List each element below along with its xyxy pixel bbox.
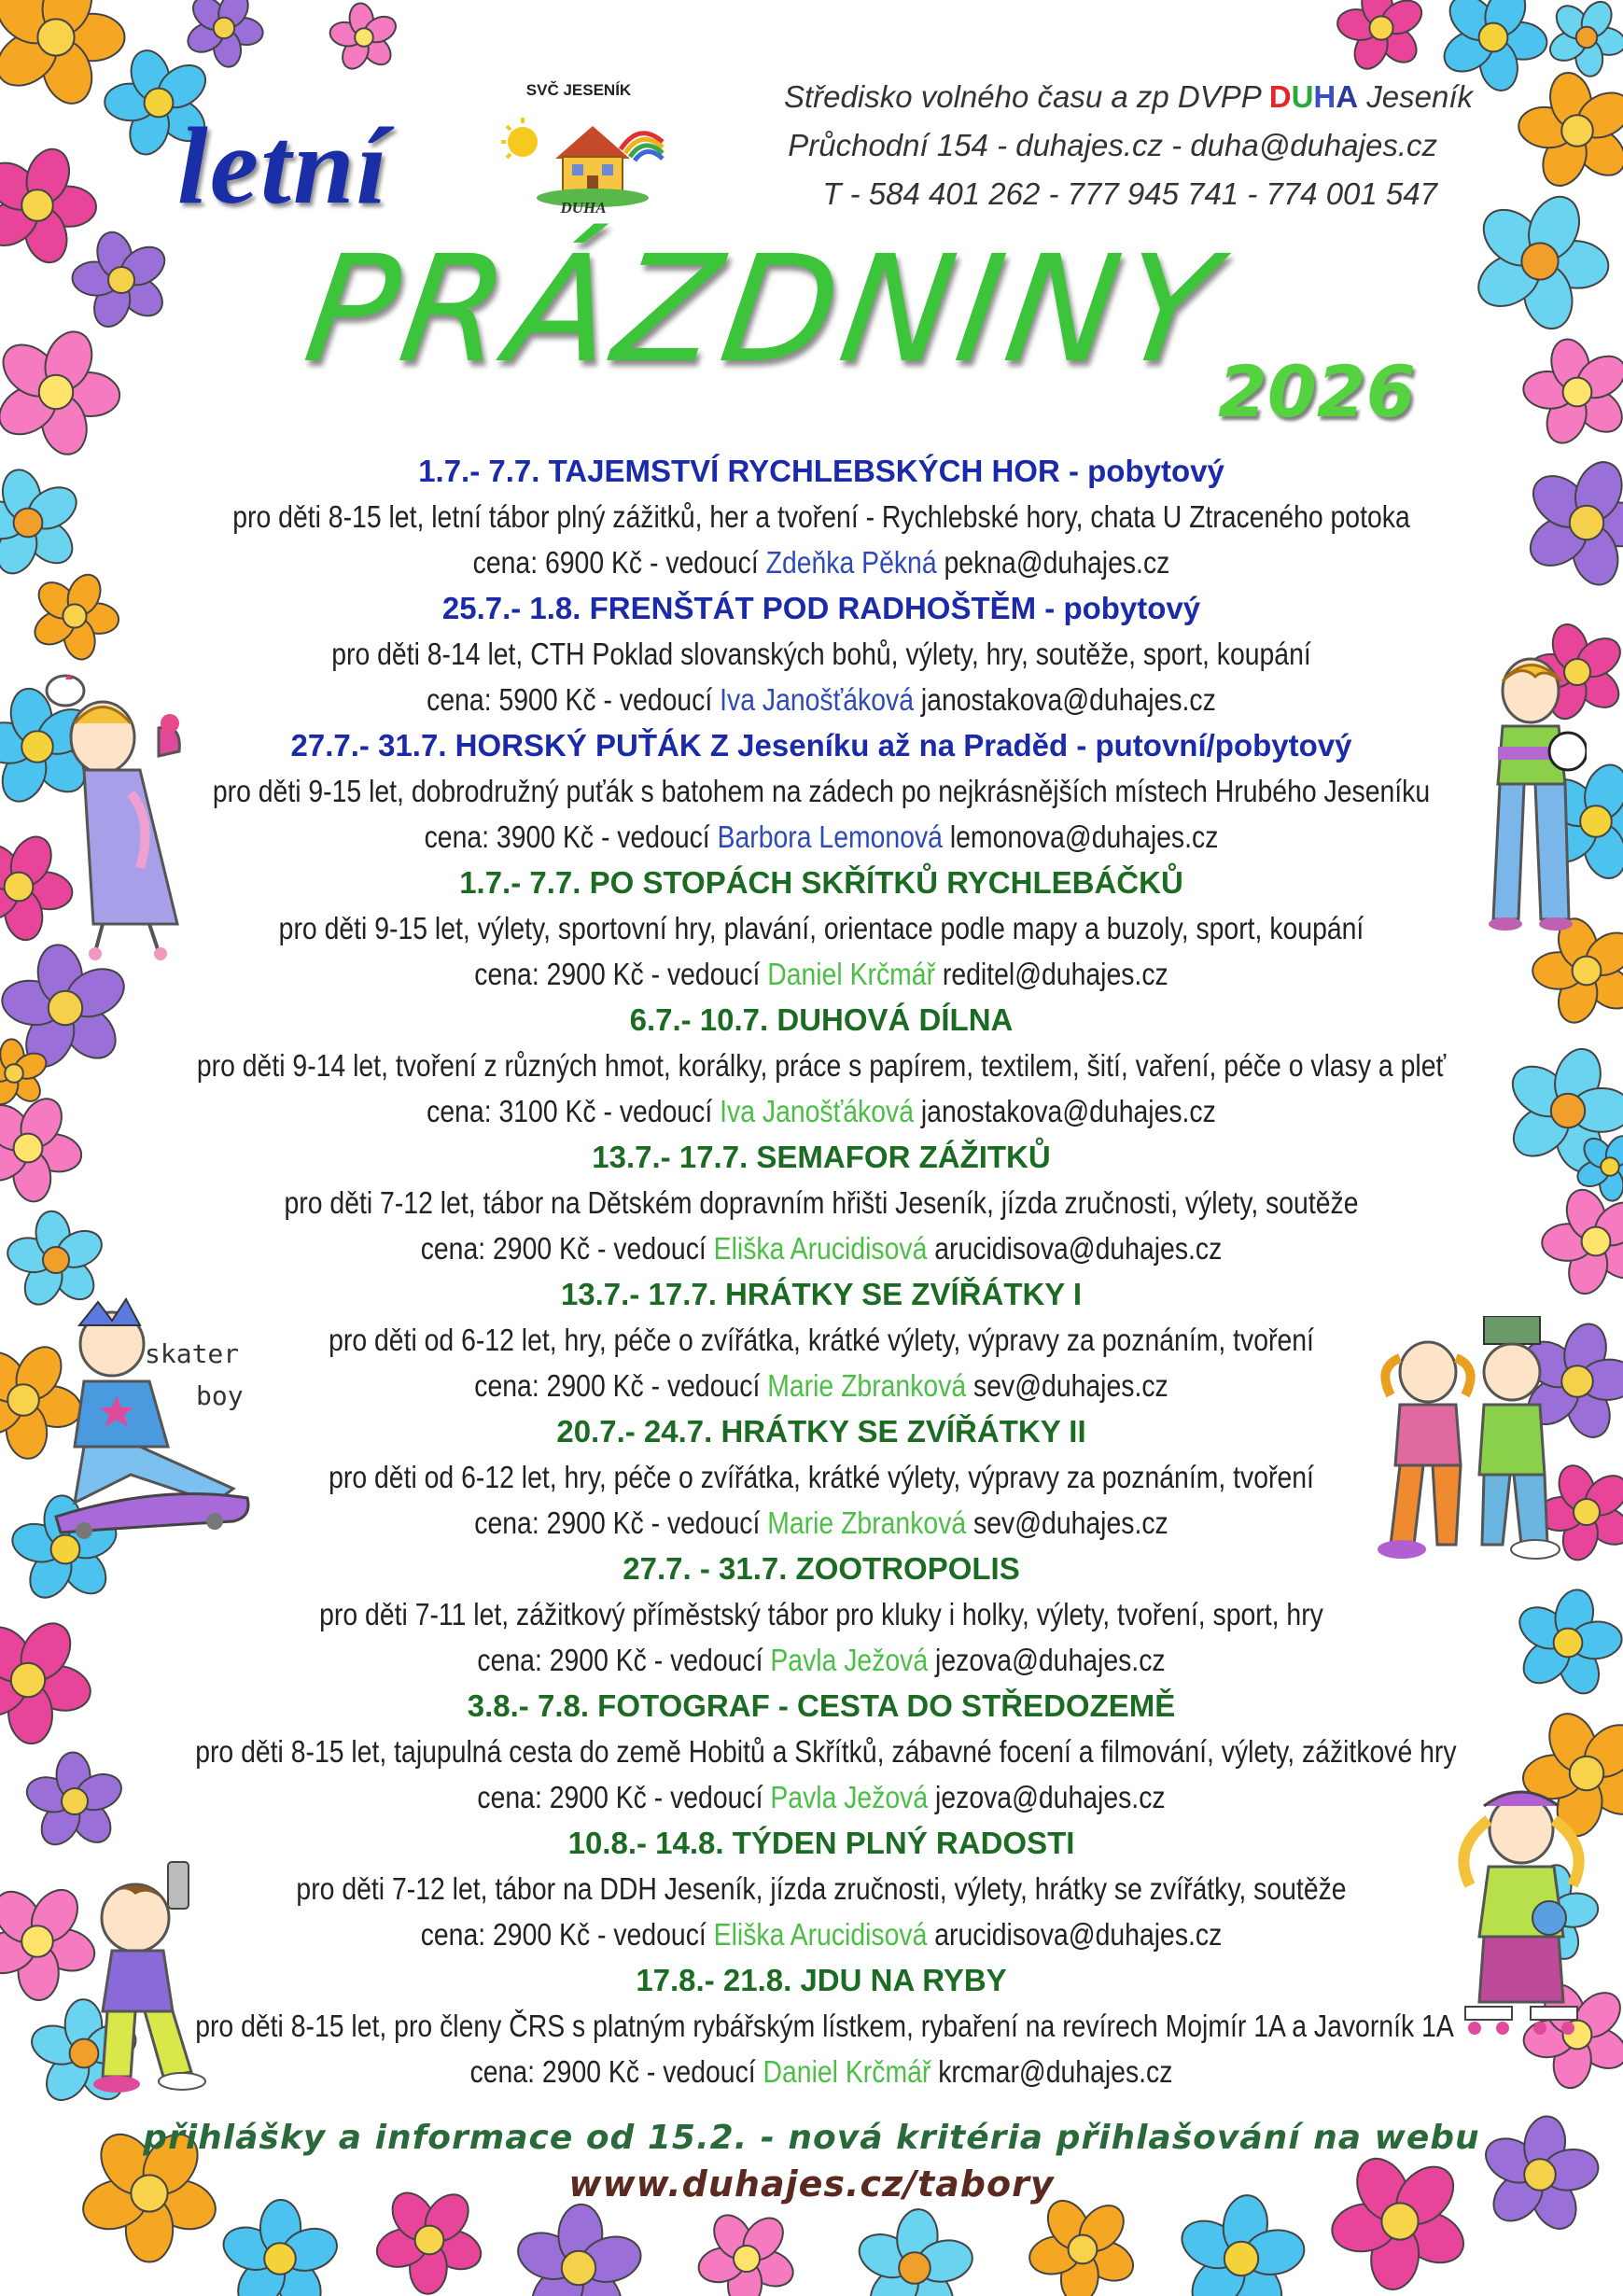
flower-icon (329, 2, 400, 74)
camp-price: cena: 2900 Kč - vedoucí (474, 1505, 768, 1540)
flower-icon (0, 1092, 84, 1204)
organization-info (784, 73, 1473, 218)
camp-price-line (195, 1637, 1448, 1683)
camp-description: pro děti od 6-12 let, hry, péče o zvířátka, krátké výlety, výpravy za poznáním, tvoření (329, 1323, 1314, 1357)
duha-letter: D (1268, 79, 1292, 114)
camp-price: cena: 2900 Kč - vedoucí (477, 1643, 771, 1677)
camp-leader: Eliška Arucidisová (713, 1231, 928, 1266)
camp-list (93, 448, 1549, 2094)
duha-letter: H (1313, 79, 1336, 114)
camp-heading: 13.7.- 17.7. SEMAFOR ZÁŽITKŮ (592, 1140, 1051, 1174)
camp-leader: Pavla Ježová (770, 1780, 929, 1814)
camp-price-line (195, 1774, 1448, 1820)
sun-icon (508, 127, 538, 157)
camp-heading: 3.8.- 7.8. FOTOGRAF - CESTA DO STŘEDOZEMĚ (467, 1688, 1176, 1723)
camp-leader: Marie Zbranková (767, 1505, 967, 1540)
flower-icon (0, 325, 121, 459)
flower-icon (72, 229, 172, 332)
camp-price: cena: 2900 Kč - vedoucí (420, 1917, 714, 1952)
camp-price-line (195, 539, 1448, 585)
registration-info: přihlášky a informace od 15.2. - nová kritéria přihlašování na webu (143, 2119, 1480, 2157)
camp-price-line (195, 1500, 1448, 1546)
camp-price: cena: 6900 Kč - vedoucí (472, 545, 766, 580)
camp-price-line (195, 1363, 1448, 1408)
boy-text: boy (196, 1380, 244, 1411)
camp-description: pro děti 8-14 let, CTH Poklad slovanských bohů, výlety, hry, soutěže, sport, koupání (331, 637, 1311, 671)
camp-heading: 27.7. - 31.7. ZOOTROPOLIS (623, 1551, 1020, 1586)
camp-leader: Marie Zbranková (767, 1368, 967, 1403)
letni-heading: letní (177, 105, 389, 227)
camp-description: pro děti 9-15 let, výlety, sportovní hry, plavání, orientace podle mapy a buzoly, sport, koupání (278, 911, 1364, 945)
camp-description: pro děti od 6-12 let, hry, péče o zvířátka, krátké výlety, výpravy za poznáním, tvoření (329, 1460, 1314, 1494)
camp-leader: Pavla Ježová (770, 1643, 929, 1677)
duha-letter: A (1336, 79, 1359, 114)
flower-icon (1522, 335, 1623, 449)
flower-icon (183, 0, 265, 69)
camp-price-line (195, 2049, 1448, 2094)
flower-icon (1517, 69, 1623, 192)
camp-email[interactable]: jezova@duhajes.cz (928, 1643, 1166, 1677)
camp-heading: 20.7.- 24.7. HRÁTKY SE ZVÍŘÁTKY II (556, 1414, 1086, 1449)
camp-heading: 1.7.- 7.7. PO STOPÁCH SKŘÍTKŮ RYCHLEBÁČKŮ (459, 865, 1183, 900)
flower-icon (695, 2208, 799, 2296)
flower-icon (0, 0, 124, 110)
camp-price: cena: 5900 Kč - vedoucí (427, 682, 721, 717)
camp-email[interactable]: lemonova@duhajes.cz (942, 819, 1219, 854)
org-line-1 (784, 73, 1473, 121)
flower-icon (0, 1615, 95, 1745)
camp-description: pro děti 8-15 let, pro členy ČRS s platným rybářským lístkem, rybaření na revírech Mojmír 1A a Javorník 1A (195, 2009, 1454, 2043)
camp-price-line (195, 951, 1448, 997)
camp-leader: Iva Janošťáková (720, 1094, 914, 1128)
camp-description: pro děti 8-15 let, letní tábor plný zážitků, her a tvoření - Rychlebské hory, chata U Ztraceného potoka (232, 499, 1410, 534)
camp-email[interactable]: janostakova@duhajes.cz (913, 682, 1216, 717)
camp-description: pro děti 7-12 let, tábor na Dětském dopravním hřišti Jeseník, jízda zručnosti, výlety, soutěže (284, 1185, 1359, 1220)
org-line-3: T - 584 401 262 - 777 945 741 - 774 001 547 (822, 176, 1437, 211)
camp-email[interactable]: sev@duhajes.cz (966, 1505, 1168, 1540)
camp-price-line (195, 1911, 1448, 1957)
year: 2026 (1218, 350, 1416, 433)
camp-price: cena: 3900 Kč - vedoucí (424, 819, 718, 854)
camp-email[interactable]: reditel@duhajes.cz (935, 957, 1168, 991)
camp-price: cena: 2900 Kč - vedoucí (477, 1780, 771, 1814)
camp-heading: 1.7.- 7.7. TAJEMSTVÍ RYCHLEBSKÝCH HOR - pobytový (418, 454, 1224, 488)
duha-logo (490, 75, 667, 215)
camp-heading: 25.7.- 1.8. FRENŠTÁT POD RADHOŠTĚM - pobytový (441, 591, 1201, 625)
page-title: PRÁZDNINY (296, 224, 1232, 396)
flower-icon (853, 2207, 977, 2296)
flower-icon (1174, 2192, 1308, 2296)
camp-heading: 13.7.- 17.7. HRÁTKY SE ZVÍŘÁTKY I (560, 1277, 1083, 1311)
camp-heading: 17.8.- 21.8. JDU NA RYBY (636, 1963, 1007, 1997)
camp-leader: Iva Janošťáková (720, 682, 914, 717)
camp-leader: Zdeňka Pěkná (765, 545, 937, 580)
org-duha-letters (1269, 79, 1358, 114)
logo-text-bottom: DUHA (560, 199, 607, 215)
camp-description: pro děti 9-14 let, tvoření z různých hmot, korálky, práce s papírem, textilem, šití, vaření, péče o vlasy a pleť (196, 1048, 1447, 1083)
flower-icon (0, 143, 97, 267)
camp-heading: 27.7.- 31.7. HORSKÝ PUŤÁK Z Jeseníku až na Praděd - putovní/pobytový (290, 728, 1352, 763)
camp-price: cena: 2900 Kč - vedoucí (474, 1368, 768, 1403)
camp-price-line (195, 677, 1448, 722)
duha-letter: U (1291, 79, 1314, 114)
flower-icon (0, 466, 84, 580)
camp-email[interactable]: sev@duhajes.cz (966, 1368, 1168, 1403)
camp-price-line (195, 1088, 1448, 1134)
camp-leader: Daniel Krčmář (763, 2054, 931, 2089)
camp-email[interactable]: arucidisova@duhajes.cz (927, 1917, 1223, 1952)
camp-email[interactable]: jezova@duhajes.cz (928, 1780, 1166, 1814)
camp-description: pro děti 8-15 let, tajupulná cesta do země Hobitů a Skřítků, zábavné focení a filmování, výlety, zážitkové hry (195, 1734, 1457, 1769)
camp-price: cena: 2900 Kč - vedoucí (469, 2054, 763, 2089)
camp-price: cena: 3100 Kč - vedoucí (427, 1094, 721, 1128)
flower-icon (1336, 0, 1427, 75)
camp-email[interactable]: krcmar@duhajes.cz (930, 2054, 1173, 2089)
camp-leader: Eliška Arucidisová (713, 1917, 928, 1952)
website-link[interactable]: www.duhajes.cz/tabory (568, 2163, 1055, 2205)
flower-icon (1546, 0, 1623, 77)
org-line-1-prefix: Středisko volného času a zp DVPP (784, 79, 1269, 114)
flower-icon (511, 2204, 646, 2296)
org-line-2: Průchodní 154 - duhajes.cz - duha@duhajes.cz (788, 128, 1437, 162)
camp-price: cena: 2900 Kč - vedoucí (420, 1231, 714, 1266)
camp-email[interactable]: janostakova@duhajes.cz (913, 1094, 1216, 1128)
camp-description: pro děti 7-11 let, zážitkový příměstský tábor pro kluky i holky, výlety, tvoření, sport, hry (319, 1597, 1323, 1631)
camp-heading: 6.7.- 10.7. DUHOVÁ DÍLNA (629, 1002, 1014, 1037)
camp-price: cena: 2900 Kč - vedoucí (474, 957, 768, 991)
camp-price-line (195, 1225, 1448, 1271)
camp-heading: 10.8.- 14.8. TÝDEN PLNÝ RADOSTI (567, 1826, 1075, 1860)
camp-description: pro děti 7-12 let, tábor na DDH Jeseník, jízda zručnosti, výlety, hrátky se zvířátky, soutěže (296, 1871, 1347, 1906)
camp-price-line (195, 814, 1448, 860)
flower-icon (217, 2200, 342, 2296)
camp-description: pro děti 9-15 let, dobrodružný puťák s batohem na zádech po nejkrásnějších místech Hrubého Jeseníku (212, 774, 1431, 808)
logo-text-top: SVČ JESENÍK (525, 81, 632, 99)
camp-email[interactable]: pekna@duhajes.cz (936, 545, 1170, 580)
org-line-1-suffix: Jeseník (1358, 79, 1473, 114)
flower-icon (1469, 189, 1610, 333)
flower-icon (1026, 2193, 1139, 2296)
camp-leader: Daniel Krčmář (767, 957, 936, 991)
skater-text: skater (145, 1338, 240, 1369)
camp-email[interactable]: arucidisova@duhajes.cz (927, 1231, 1223, 1266)
camp-leader: Barbora Lemonová (717, 819, 943, 854)
